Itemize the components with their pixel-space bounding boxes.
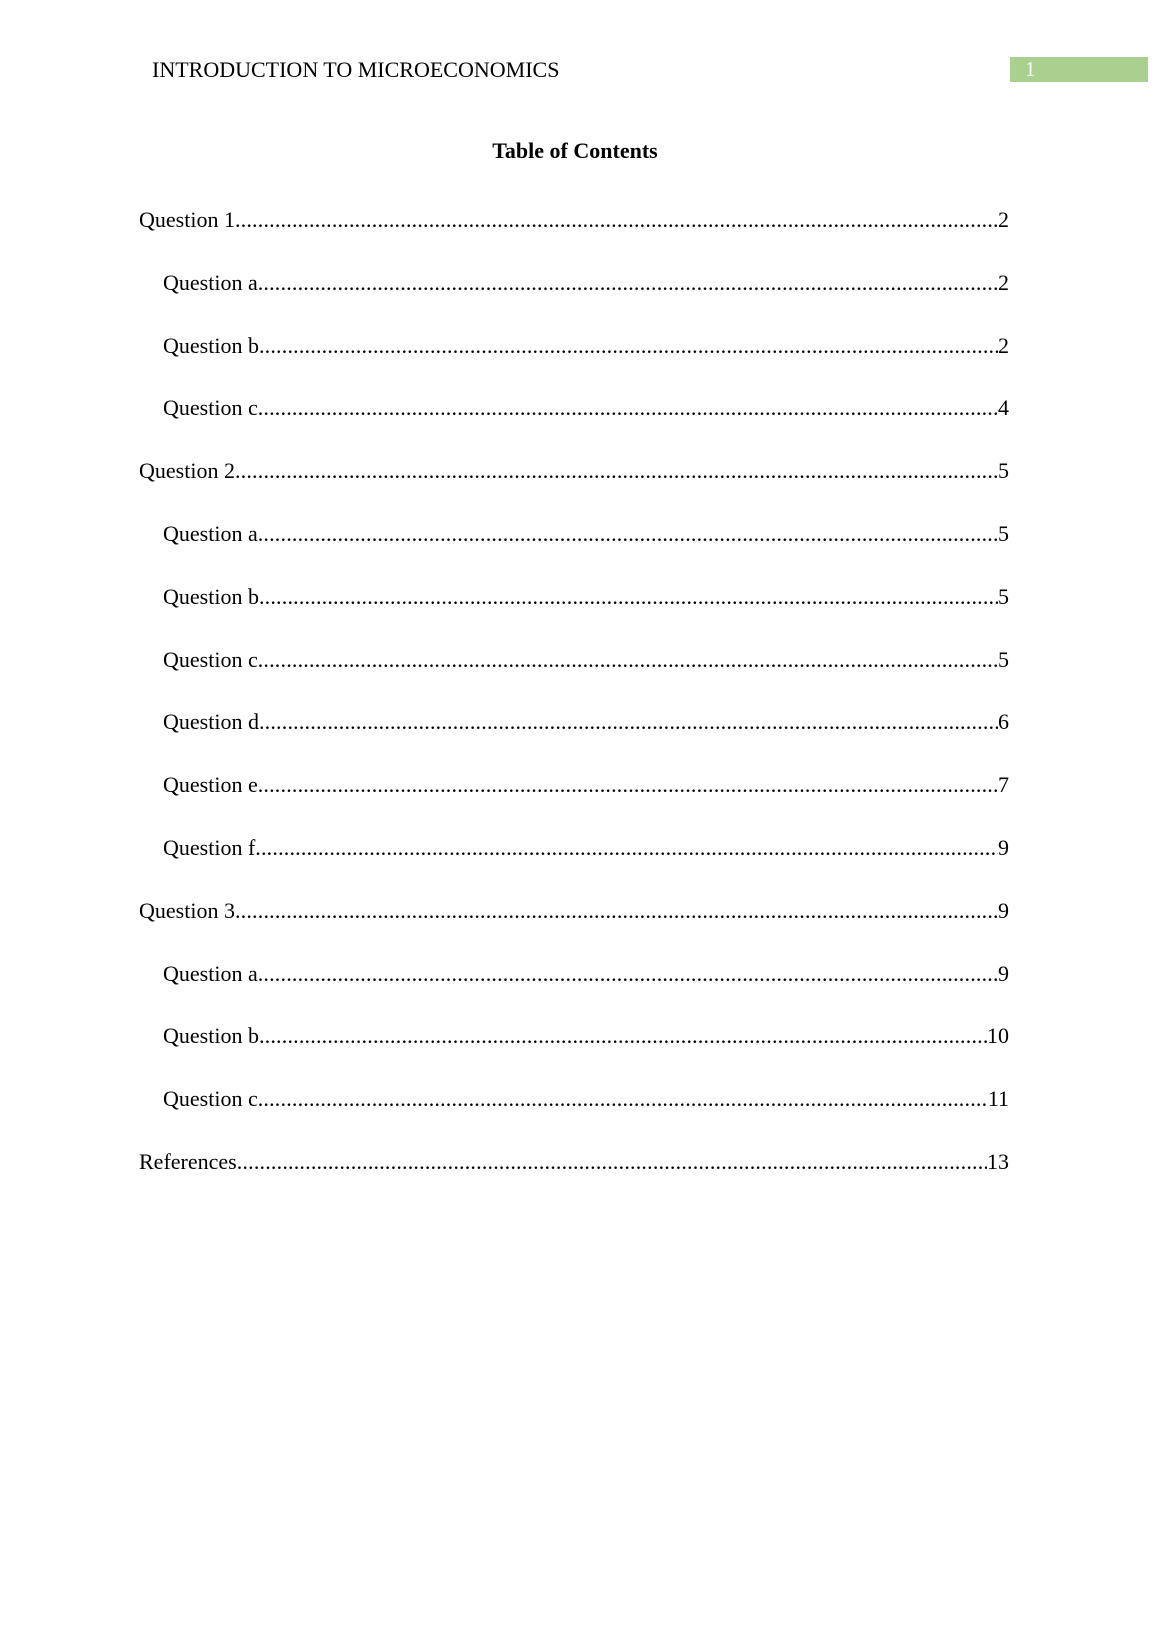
toc-entry-question-1[interactable] [139,206,1009,269]
toc-entry-label: Question c [163,646,258,672]
toc-entry-label: Question b [163,1023,259,1049]
toc-entry-page: 7 [998,772,1009,798]
toc-dot-leader [258,646,998,674]
toc-entry-label: Question 3 [139,897,235,923]
toc-entry-question-2a[interactable] [139,520,1009,583]
toc-dot-leader [237,1148,987,1176]
toc-entry-label: Question 2 [139,458,235,484]
toc-entry-references[interactable] [139,1148,1009,1211]
toc-entry-label: Question b [163,583,259,609]
page-number: 1 [1025,57,1036,81]
toc-entry-page: 2 [998,269,1009,295]
toc-entry-label: Question c [163,395,258,421]
toc-dot-leader [258,771,998,799]
toc-dot-leader [255,834,998,862]
toc-dot-leader [235,897,998,925]
toc-entry-question-2b[interactable] [139,583,1009,646]
toc-entry-label: Question d [163,709,259,735]
toc-entry-question-1c[interactable] [139,394,1009,457]
toc-dot-leader [259,332,998,360]
toc-entry-label: Question a [163,520,258,546]
toc-entry-label: Question b [163,332,259,358]
toc-entry-question-2e[interactable] [139,771,1009,834]
toc-entry-question-2c[interactable] [139,646,1009,709]
toc-dot-leader [235,457,998,485]
toc-entry-question-3[interactable] [139,897,1009,960]
toc-entry-page: 9 [998,897,1009,923]
toc-dot-leader [259,1022,987,1050]
toc-entry-label: References [139,1148,237,1174]
table-of-contents [139,206,1009,1211]
toc-entry-label: Question f [163,834,256,860]
toc-entry-page: 5 [998,520,1009,546]
toc-entry-label: Question e [163,772,258,798]
toc-dot-leader [235,206,998,234]
toc-entry-question-2[interactable] [139,457,1009,520]
toc-entry-page: 4 [998,395,1009,421]
toc-entry-page: 5 [998,646,1009,672]
toc-entry-page: 9 [998,834,1009,860]
toc-entry-label: Question a [163,960,258,986]
toc-entry-question-2f[interactable] [139,834,1009,897]
toc-entry-page: 2 [998,332,1009,358]
toc-entry-question-3c[interactable] [139,1085,1009,1148]
toc-entry-page: 10 [987,1023,1009,1049]
toc-entry-question-3b[interactable] [139,1022,1009,1085]
toc-entry-page: 9 [998,960,1009,986]
running-header-title: INTRODUCTION TO MICROECONOMICS [152,57,560,82]
toc-entry-page: 11 [987,1086,1009,1112]
toc-dot-leader [259,708,998,736]
toc-entry-page: 5 [998,458,1009,484]
page-number-badge [1010,57,1148,82]
toc-entry-question-2d[interactable] [139,708,1009,771]
toc-entry-label: Question a [163,269,258,295]
toc-entry-page: 2 [998,207,1009,232]
toc-entry-question-1b[interactable] [139,332,1009,395]
toc-entry-question-3a[interactable] [139,960,1009,1023]
toc-entry-question-1a[interactable] [139,269,1009,332]
toc-dot-leader [258,269,998,297]
toc-entry-label: Question c [163,1086,258,1112]
toc-dot-leader [258,520,998,548]
toc-entry-label: Question 1 [139,207,235,232]
toc-dot-leader [258,960,998,988]
toc-entry-page: 5 [998,583,1009,609]
toc-entry-page: 6 [998,709,1009,735]
toc-dot-leader [258,394,998,422]
toc-dot-leader [258,1085,988,1113]
toc-dot-leader [259,583,998,611]
toc-heading: Table of Contents [492,138,658,163]
toc-entry-page: 13 [987,1148,1009,1174]
